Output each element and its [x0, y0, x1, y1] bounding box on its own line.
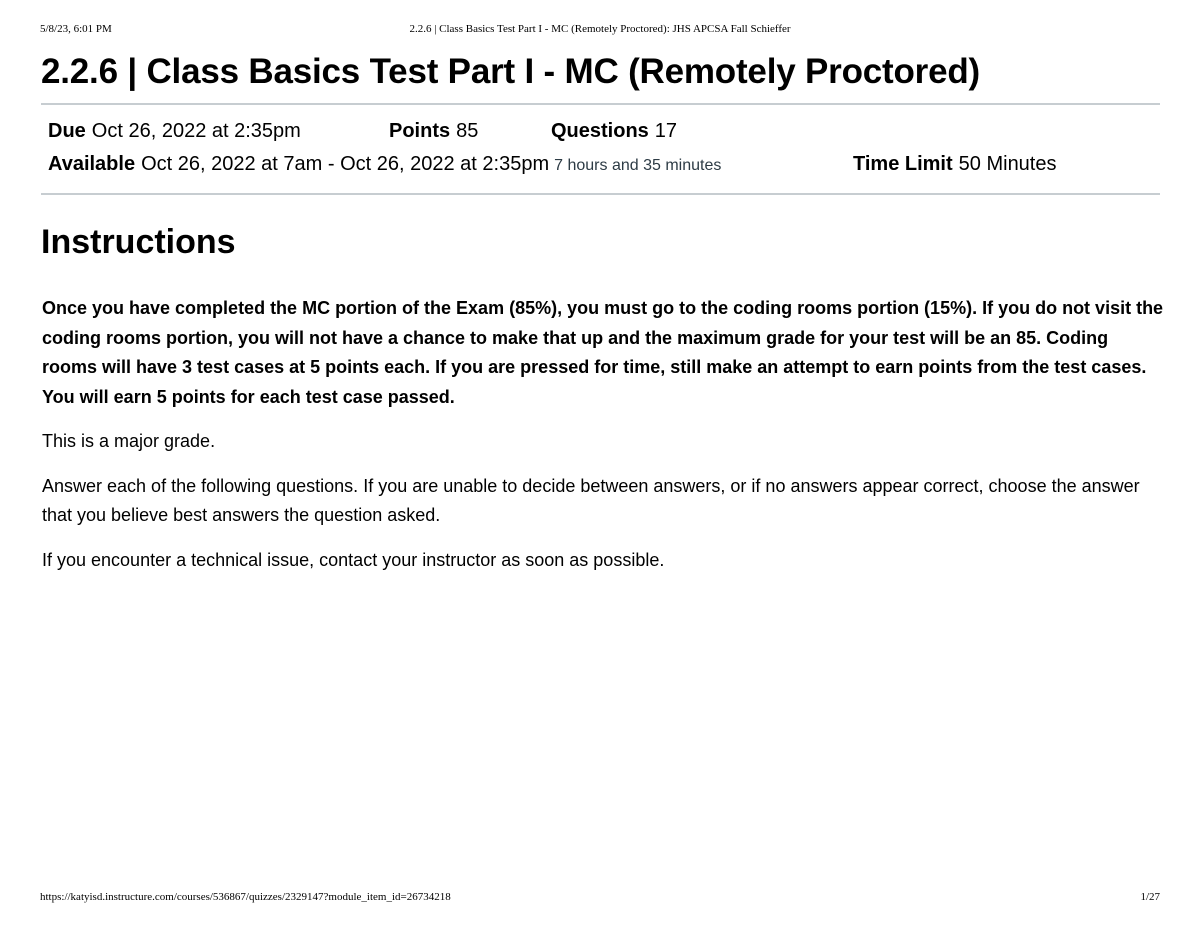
instructions-paragraph: This is a major grade.: [42, 431, 216, 451]
available-value: Oct 26, 2022 at 7am - Oct 26, 2022 at 2:35pm: [141, 153, 550, 175]
points-detail: [389, 120, 478, 143]
details-divider: [41, 193, 1160, 195]
page-title: 2.2.6 | Class Basics Test Part I - MC (Remotely Proctored): [41, 52, 980, 91]
available-detail: [48, 153, 721, 176]
questions-detail: [551, 120, 677, 143]
available-duration: 7 hours and 35 minutes: [554, 157, 722, 174]
print-header: [40, 23, 1160, 37]
points-label: Points: [389, 120, 451, 142]
points-value: 85: [456, 120, 479, 142]
print-url: https://katyisd.instructure.com/courses/536867/quizzes/2329147?module_item_id=26734218: [40, 891, 451, 903]
print-footer: [40, 891, 1160, 905]
instructions-content: [42, 294, 1164, 590]
time-limit-label: Time Limit: [853, 153, 953, 175]
instructions-heading: Instructions: [41, 223, 236, 261]
instructions-paragraph: Once you have completed the MC portion of the Exam (85%), you must go to the coding rooms portion (15%). If you do not visit the coding rooms portion, you will not have a chance to make that up and the maximum grade for your test will be an 85. Coding rooms will have 3 test cases at 5 points each. If you are pressed for time, still make an attempt to earn points from the test cases. You will earn 5 points for each test case passed.: [42, 298, 1164, 407]
header-divider: [41, 103, 1160, 105]
due-detail: [48, 120, 301, 143]
time-limit-value: 50 Minutes: [958, 153, 1057, 175]
due-value: Oct 26, 2022 at 2:35pm: [91, 120, 301, 142]
time-limit-detail: [853, 153, 1057, 176]
instructions-paragraph: Answer each of the following questions. If you are unable to decide between answers, or if no answers appear correct, choose the answer that you believe best answers the question asked.: [42, 475, 1140, 525]
print-datetime: 5/8/23, 6:01 PM: [40, 23, 112, 35]
print-document-title: 2.2.6 | Class Basics Test Part I - MC (Remotely Proctored): JHS APCSA Fall Schieffer: [409, 23, 791, 35]
questions-label: Questions: [551, 120, 649, 142]
available-label: Available: [48, 153, 136, 175]
print-page-count: 1/27: [1140, 891, 1160, 903]
questions-value: 17: [654, 120, 678, 142]
instructions-paragraph: If you encounter a technical issue, contact your instructor as soon as possible.: [42, 549, 665, 570]
due-label: Due: [48, 120, 86, 142]
